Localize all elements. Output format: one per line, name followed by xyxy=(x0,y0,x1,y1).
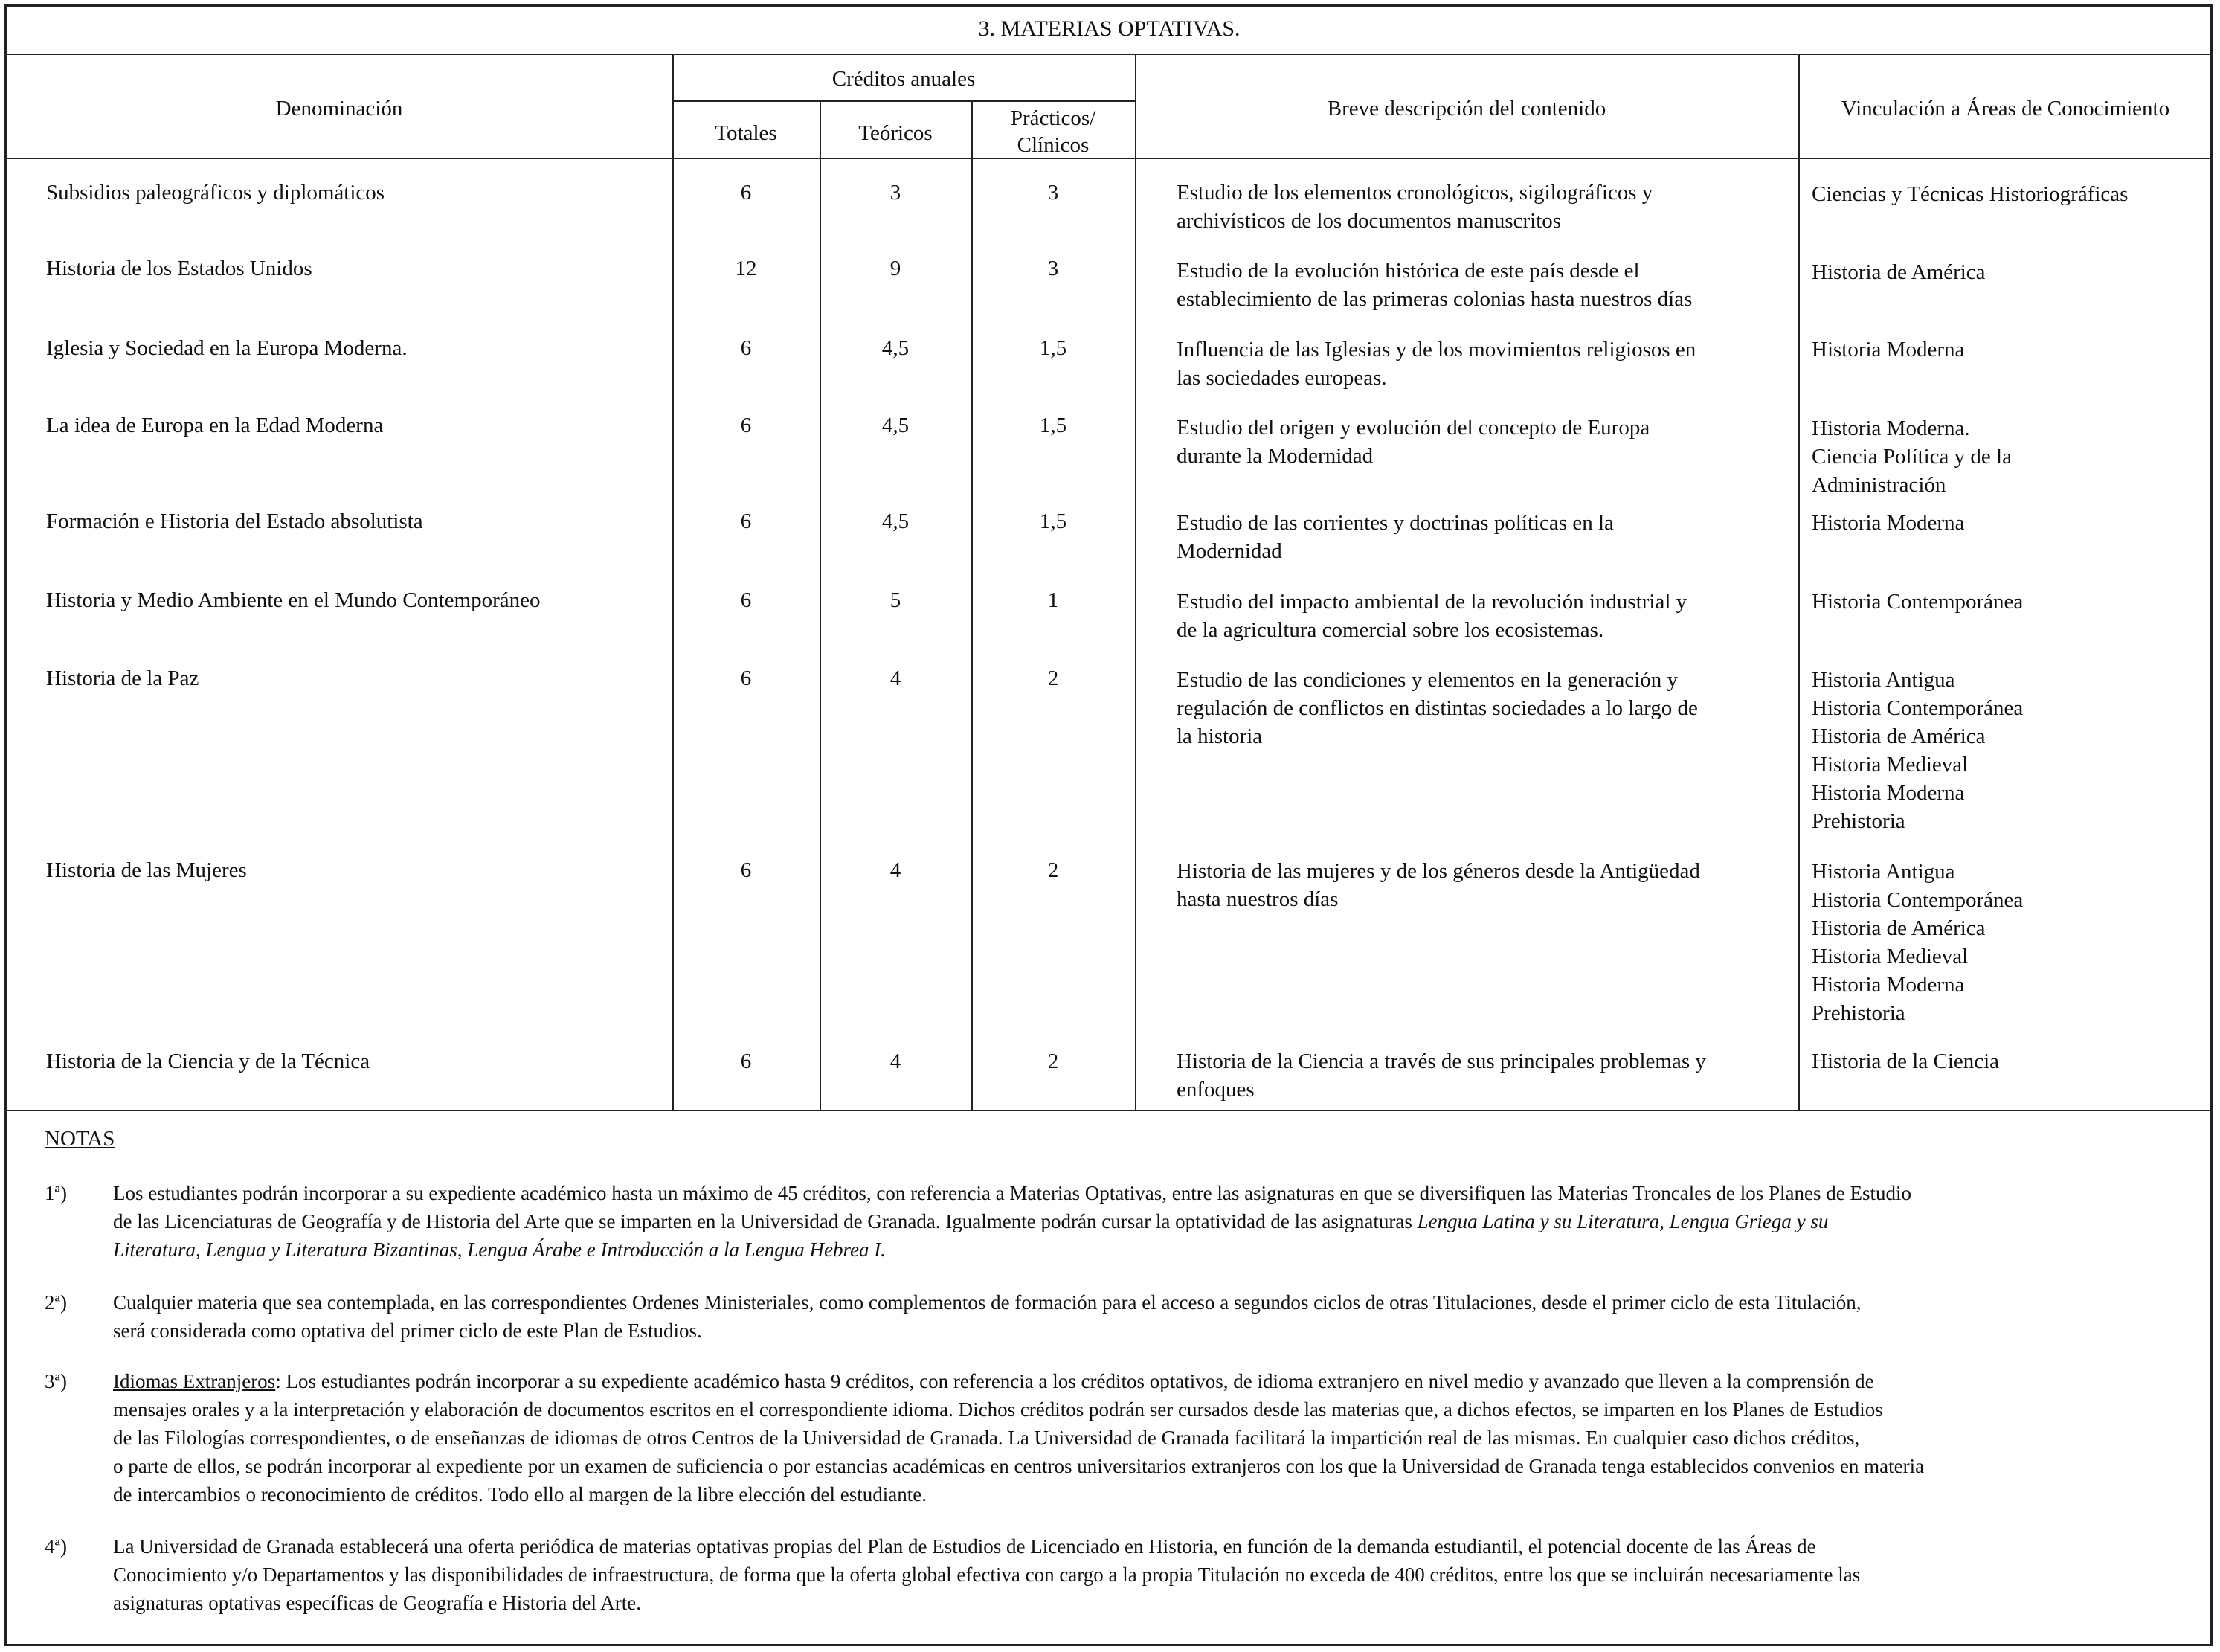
header-practicos: Prácticos/ xyxy=(1010,106,1096,130)
note-number: 4ª) xyxy=(45,1535,67,1558)
row-areas: Historia Moderna xyxy=(1812,511,1965,535)
row-teoricos: 4 xyxy=(889,666,901,690)
note-text: Los estudiantes podrán incorporar a su expediente académico hasta un máximo de 45 créditos, con referencia a Materias Optativas, entre las asignaturas en que se diversifiquen las Materias Troncales de los Planes de Estudio de las Licenciaturas de Geografía y de Historia del Arte que se imparten en la Universidad de Granada. Igualmente podrán cursar la optatividad de las asignaturas Lengua Latina y su Literatura, Lengua Griega y su Literatura, Lengua y Literatura Bizantinas, Lengua Árabe e Introducción a la Lengua Hebrea I. xyxy=(113,1182,1911,1261)
row-description: Historia de las mujeres y de los géneros desde la Antigüedad hasta nuestros días xyxy=(1177,859,1700,911)
row-areas: Historia de la Ciencia xyxy=(1812,1050,2000,1073)
col-rule-5 xyxy=(1798,54,1800,1110)
row-total: 6 xyxy=(740,336,752,360)
row-teoricos: 4,5 xyxy=(881,336,910,360)
row-areas: Historia Antigua Historia Contemporánea Historia de América Historia Medieval Historia Moderna Prehistoria xyxy=(1812,668,2024,833)
page-title: 3. MATERIAS OPTATIVAS. xyxy=(978,16,1241,41)
note-text: Idiomas Extranjeros: Los estudiantes podrán incorporar a su expediente académico hasta 9 créditos, con referencia a los créditos optativos, de idioma extranjero en nivel medio y avanzado que lleven a la comprensión de mensajes orales y a la interpretación y elaboración de documentos escritos en el correspondiente idioma. Dichos créditos podrán ser cursados desde las materias que, a dichos efectos, se imparten en los Planes de Estudios de las Filologías correspondientes, o de enseñanzas de idiomas de otros Centros de la Universidad de Granada. La Universidad de Granada facilitará la impartición real de las mismas. En cualquier caso dichos créditos, o parte de ellos, se podrán incorporar al expediente por un examen de suficiencia o por estancias académicas en centros universitarios extranjeros con los que la Universidad de Granada tenga establecidos convenios en materia de intercambios o reconocimiento de créditos. Todo ello al margen de la libre elección del estudiante. xyxy=(113,1370,1925,1505)
table-end-rule xyxy=(6,1110,2213,1111)
row-total: 6 xyxy=(740,588,752,612)
row-areas: Historia Contemporánea xyxy=(1812,590,2024,614)
row-teoricos: 3 xyxy=(889,181,901,205)
row-practicos: 1 xyxy=(1047,588,1059,612)
row-practicos: 1,5 xyxy=(1039,336,1067,360)
credits-rule xyxy=(672,100,1135,102)
row-teoricos: 4 xyxy=(889,858,901,882)
header-creditos: Créditos anuales xyxy=(831,67,976,91)
header-totales: Totales xyxy=(715,121,777,145)
row-practicos: 2 xyxy=(1047,858,1059,882)
row-name: Historia de la Paz xyxy=(46,666,199,690)
row-areas: Historia Moderna xyxy=(1812,338,1965,361)
row-description: Estudio de la evolución histórica de este país desde el establecimiento de las primeras colonias hasta nuestros días xyxy=(1177,259,1693,311)
row-areas: Historia Moderna. Ciencia Política y de la Administración xyxy=(1812,417,2012,497)
row-description: Estudio del origen y evolución del concepto de Europa durante la Modernidad xyxy=(1177,416,1650,468)
row-description: Influencia de las Iglesias y de los movimientos religiosos en las sociedades europeas. xyxy=(1177,338,1696,390)
header-vinculacion: Vinculación a Áreas de Conocimiento xyxy=(1841,97,2170,120)
row-total: 12 xyxy=(735,257,757,280)
row-description: Estudio del impacto ambiental de la revolución industrial y de la agricultura comercial sobre los ecosistemas. xyxy=(1177,590,1687,642)
note-number: 2ª) xyxy=(45,1291,67,1314)
row-total: 6 xyxy=(740,510,752,533)
row-practicos: 3 xyxy=(1047,181,1059,205)
col-rule-4 xyxy=(1135,54,1136,1110)
row-name: Historia y Medio Ambiente en el Mundo Contemporáneo xyxy=(46,588,541,612)
row-teoricos: 4,5 xyxy=(881,414,910,437)
row-name: Historia de la Ciencia y de la Técnica xyxy=(46,1050,370,1073)
row-total: 6 xyxy=(740,414,752,437)
row-practicos: 3 xyxy=(1047,257,1059,280)
row-total: 6 xyxy=(740,1050,752,1073)
row-practicos: 1,5 xyxy=(1039,414,1067,437)
row-name: La idea de Europa en la Edad Moderna xyxy=(46,414,384,437)
row-teoricos: 9 xyxy=(889,257,901,280)
row-areas: Historia de América xyxy=(1812,260,1986,284)
row-practicos: 2 xyxy=(1047,666,1059,690)
note-text: La Universidad de Granada establecerá una oferta periódica de materias optativas propias del Plan de Estudios de Licenciado en Historia, en función de la demanda estudiantil, el potencial docente de las Áreas de Conocimiento y/o Departamentos y las disponibilidades de infraestructura, de forma que la oferta global efectiva con cargo a la propia Titulación no exceda de 400 créditos, entre los que se incluirán necesariamente las asignaturas optativas específicas de Geografía e Historia del Arte. xyxy=(113,1535,1861,1614)
row-teoricos: 5 xyxy=(889,588,901,612)
row-description: Estudio de los elementos cronológicos, sigilográficos y archivísticos de los documentos manuscritos xyxy=(1177,181,1653,233)
row-practicos: 2 xyxy=(1047,1050,1059,1073)
row-areas: Historia Antigua Historia Contemporánea Historia de América Historia Medieval Historia Moderna Prehistoria xyxy=(1812,860,2024,1025)
title-rule xyxy=(6,54,2213,55)
note-text: Cualquier materia que sea contemplada, en las correspondientes Ordenes Ministeriales, como complementos de formación para el acceso a segundos ciclos de otras Titulaciones, desde el primer ciclo de esta Titulación, será considerada como optativa del primer ciclo de este Plan de Estudios. xyxy=(113,1291,1862,1342)
row-name: Historia de las Mujeres xyxy=(46,858,247,882)
row-name: Formación e Historia del Estado absolutista xyxy=(46,510,423,533)
row-practicos: 1,5 xyxy=(1039,510,1067,533)
header-teoricos: Teóricos xyxy=(858,121,933,145)
row-areas: Ciencias y Técnicas Historiográficas xyxy=(1812,182,2129,206)
row-teoricos: 4,5 xyxy=(881,510,910,533)
notes-title: NOTAS xyxy=(45,1127,115,1151)
note-number: 1ª) xyxy=(45,1182,67,1204)
row-total: 6 xyxy=(740,181,752,205)
header-descripcion: Breve descripción del contenido xyxy=(1327,97,1606,120)
row-name: Iglesia y Sociedad en la Europa Moderna. xyxy=(46,336,408,360)
row-description: Estudio de las corrientes y doctrinas políticas en la Modernidad xyxy=(1177,511,1614,563)
note-number: 3ª) xyxy=(45,1370,67,1392)
row-description: Historia de la Ciencia a través de sus principales problemas y enfoques xyxy=(1177,1050,1706,1102)
row-description: Estudio de las condiciones y elementos en la generación y regulación de conflictos en distintas sociedades a lo largo de la historia xyxy=(1177,668,1698,748)
row-teoricos: 4 xyxy=(889,1050,901,1073)
note-lead: Idiomas Extranjeros xyxy=(113,1370,276,1392)
row-total: 6 xyxy=(740,858,752,882)
row-total: 6 xyxy=(740,666,752,690)
row-name: Historia de los Estados Unidos xyxy=(46,257,312,280)
col-rule-1 xyxy=(672,54,674,1110)
row-name: Subsidios paleográficos y diplomáticos xyxy=(46,181,385,205)
header-clinicos: Clínicos xyxy=(1017,133,1090,157)
header-denominacion: Denominación xyxy=(275,97,403,120)
